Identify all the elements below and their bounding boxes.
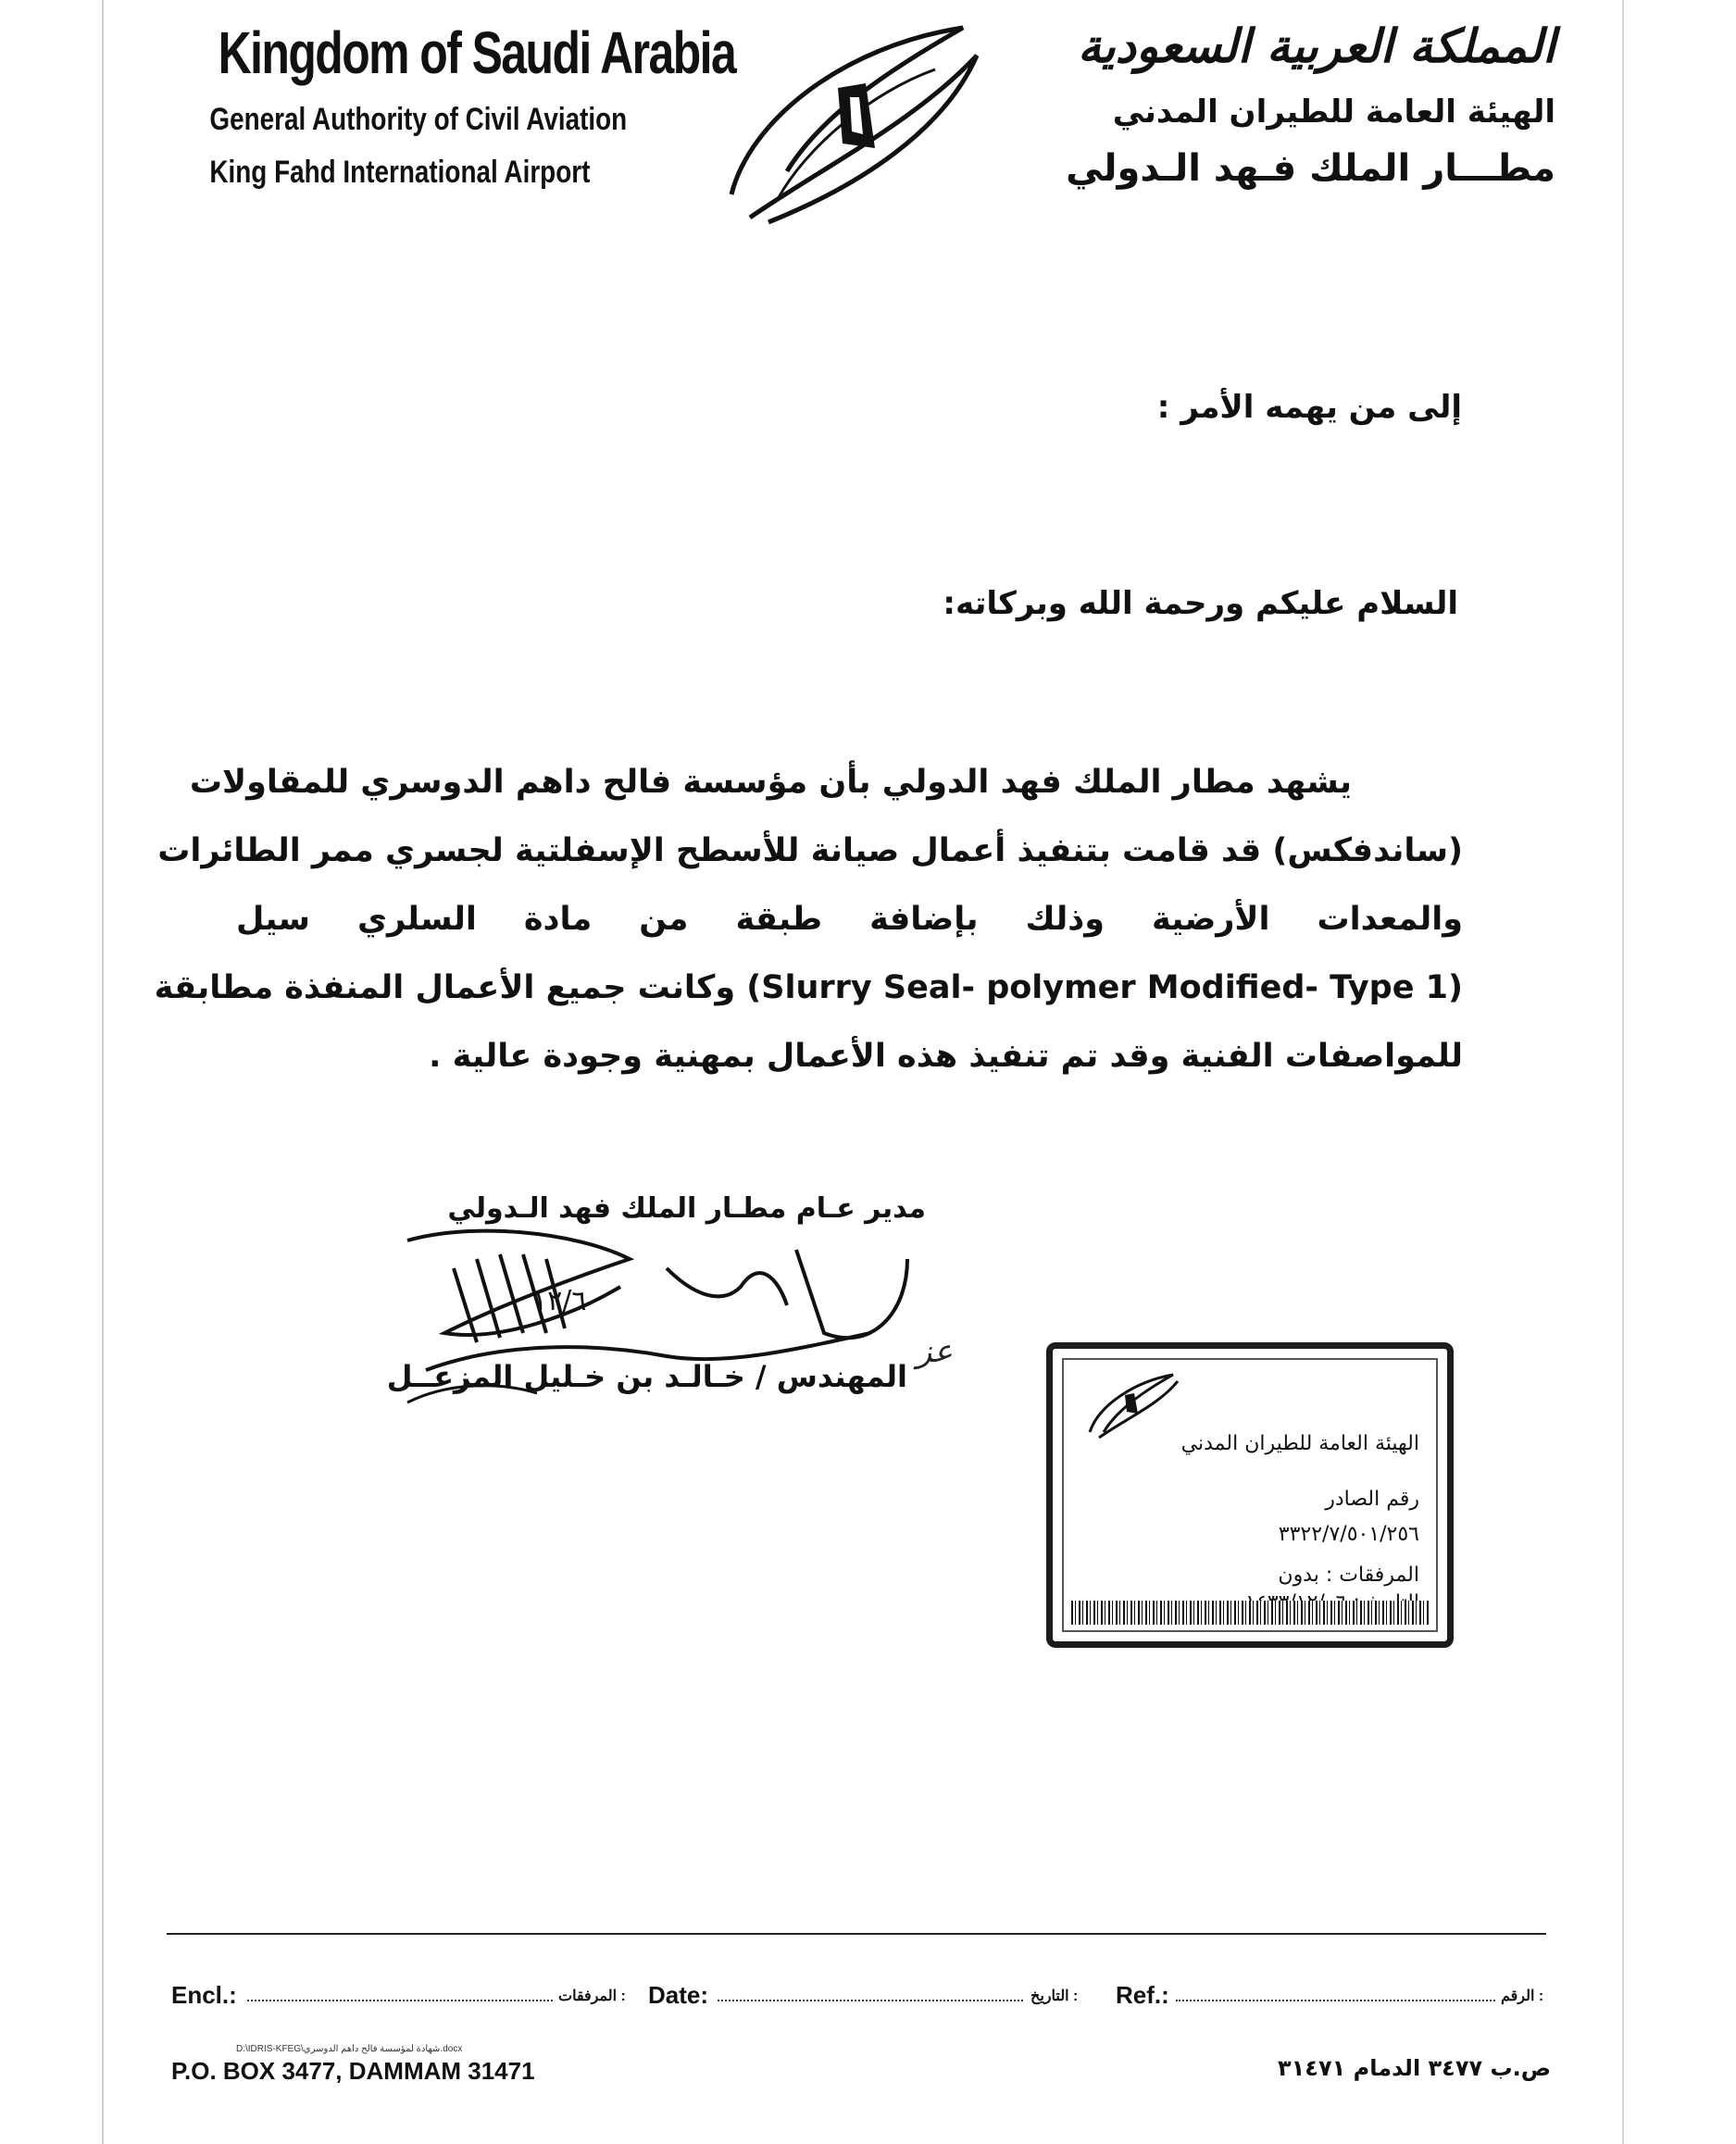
footer-fields <box>171 1981 1551 2018</box>
stamp-enclosures: المرفقات : بدون <box>1278 1564 1419 1587</box>
header-country-ar: المملكة العربية السعودية <box>1077 19 1555 73</box>
page-edge-left <box>102 0 104 2144</box>
footer-encl-label-ar: : المرفقات <box>558 1988 626 2004</box>
body-line: والمعدات الأرضية وذلك بإضافة طبقة من مادة السلري سيل <box>236 901 1463 938</box>
salutation-to-whom: إلى من يهمه الأمر : <box>1156 389 1462 426</box>
header-authority-ar: الهيئة العامة للطيران المدني <box>1112 93 1555 131</box>
body-line: يشهد مطار الملك فهد الدولي بأن مؤسسة فالح داهم الدوسري للمقاولات <box>189 764 1352 801</box>
header-authority-en: General Authority of Civil Aviation <box>209 102 628 137</box>
stamp-ref-label: رقم الصادر <box>1325 1488 1419 1511</box>
footer-encl-label: Encl.: <box>171 1981 237 2009</box>
handwritten-initial: عز <box>917 1333 954 1370</box>
footer-rule <box>167 1933 1546 1935</box>
po-box-ar: ص.ب ٣٤٧٧ الدمام ٣١٤٧١ <box>1278 2055 1551 2081</box>
body-line: (Slurry Seal- polymer Modified- Type 1) وكانت جميع الأعمال المنفذة مطابقة <box>154 969 1463 1006</box>
body-line: (ساندفكس) قد قامت بتنفيذ أعمال صيانة للأسطح الإسفلتية لجسري ممر الطائرات <box>157 832 1463 869</box>
signatory-title: مدير عـام مطـار الملك فهد الـدولي <box>447 1192 926 1225</box>
footer-date-label-ar: : التاريخ <box>1030 1988 1079 2004</box>
svg-text:١٢/٦: ١٢/٦ <box>532 1285 587 1317</box>
footer-ref-label-ar: : الرقم <box>1501 1988 1544 2004</box>
footer-encl-dots <box>247 1981 553 2001</box>
gaca-logo <box>713 9 991 231</box>
footer-ref-dots <box>1176 1981 1495 2001</box>
header-arabic <box>1066 19 1555 190</box>
stamp-logo <box>1080 1367 1182 1441</box>
footer-date-label: Date: <box>648 1981 709 2009</box>
footer-date-dots <box>718 1981 1023 2001</box>
body-line: للمواصفات الفنية وقد تم تنفيذ هذه الأعمال بمهنية وجودة عالية . <box>429 1038 1463 1075</box>
page-edge-right <box>1622 0 1624 2144</box>
header-country-en: Kingdom of Saudi Arabia <box>218 19 736 86</box>
stamp-ref-value: ٣٣٢٢/٧/٥٠١/٢٥٦ <box>1278 1523 1419 1546</box>
file-path-note: D:\IDRIS-KFEG\شهادة لمؤسسة فالح داهم الدوسري.docx <box>236 2044 463 2054</box>
po-box-en: P.O. BOX 3477, DAMMAM 31471 <box>171 2057 535 2085</box>
letter-body <box>154 748 1463 1091</box>
header-airport-ar: مطـــار الملك فـهد الـدولي <box>1066 147 1555 190</box>
signatory-name: المهندس / خـالـد بن خـليل المزعــل <box>386 1359 907 1394</box>
outgoing-stamp <box>1046 1342 1454 1648</box>
footer-ref-label: Ref.: <box>1116 1981 1169 2009</box>
header-airport-en: King Fahd International Airport <box>209 155 591 190</box>
greeting: السلام عليكم ورحمة الله وبركاته: <box>943 585 1458 622</box>
stamp-barcode <box>1071 1601 1429 1625</box>
stamp-authority: الهيئة العامة للطيران المدني <box>1180 1432 1419 1455</box>
header-english <box>171 19 736 191</box>
